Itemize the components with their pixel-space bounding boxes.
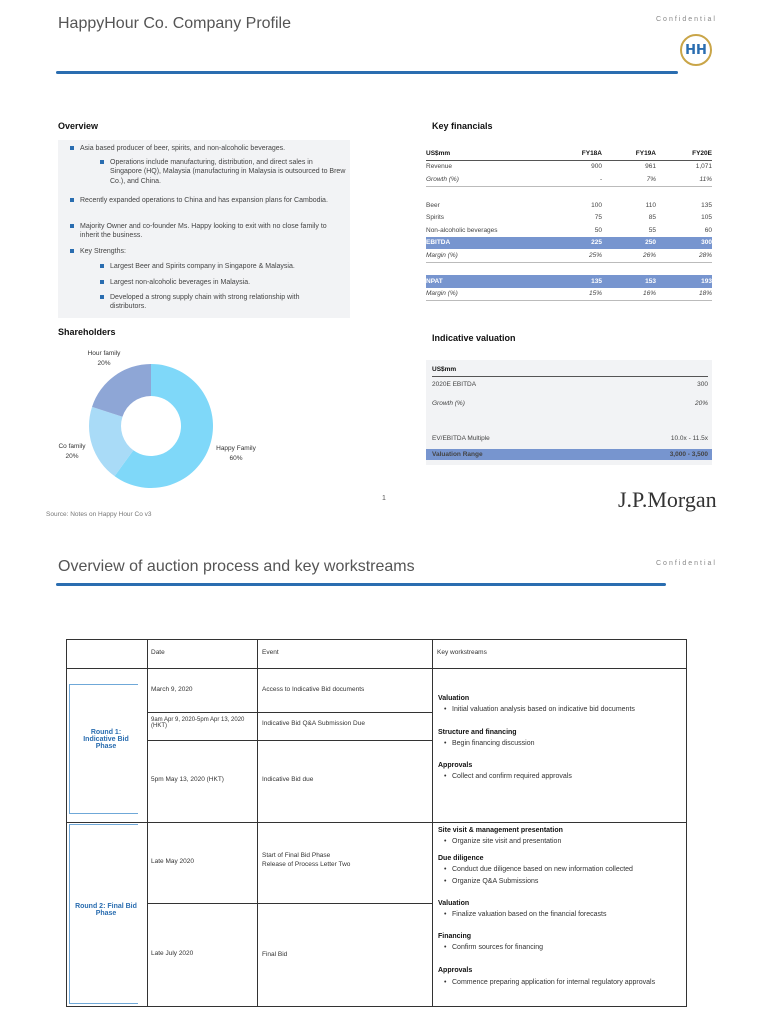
- ws-item: • Commence preparing application for internal regulatory approvals: [452, 978, 662, 988]
- ws-item: • Organize Q&A Submissions: [452, 878, 538, 885]
- ws-item: • Finalize valuation based on the financial forecasts: [452, 911, 606, 918]
- jpmorgan-logo: J.P.Morgan: [618, 487, 717, 512]
- title-rule: [56, 583, 666, 586]
- round1-date-3: 5pm May 13, 2020 (HKT): [151, 776, 224, 783]
- overview-box: [58, 140, 350, 318]
- header-workstreams: Key workstreams: [437, 649, 487, 656]
- source-note: Source: Notes on Happy Hour Co v3: [46, 511, 152, 518]
- overview-bullet: Recently expanded operations to China and has expansion plans for Cambodia.: [80, 196, 340, 205]
- ws-heading: Due diligence: [438, 855, 484, 862]
- round1-event-2: Indicative Bid Q&A Submission Due: [262, 720, 365, 727]
- round2-date-1: Late May 2020: [151, 858, 195, 865]
- round1-event-3: Indicative Bid due: [262, 776, 314, 783]
- valuation-multiple-row: EV/EBITDA Multiple 10.0x - 11.5x: [432, 435, 708, 442]
- ws-item: • Begin financing discussion: [452, 740, 535, 747]
- page-number: 1: [382, 495, 386, 502]
- overview-bullet: Largest non-alcoholic beverages in Malaysia.: [110, 278, 346, 287]
- header-date: Date: [151, 649, 165, 656]
- ws-heading: Structure and financing: [438, 729, 517, 736]
- ws-item: • Initial valuation analysis based on indicative bid documents: [452, 706, 635, 713]
- title-rule: [56, 71, 678, 74]
- valuation-unit: US$mm: [432, 366, 708, 377]
- slide2-title: Overview of auction process and key workstreams: [58, 558, 415, 575]
- round2-event-1b: Release of Process Letter Two: [262, 861, 351, 868]
- table-row: Margin (%) 15% 16% 18%: [426, 288, 712, 301]
- header-event: Event: [262, 649, 279, 656]
- financials-table: [426, 147, 712, 301]
- overview-bullet: Operations include manufacturing, distribution, and direct sales in Singapore (HQ), Malaysia (manufacturing in Malaysia is outsourced to Brew Co.), and China.: [110, 158, 346, 186]
- co-family-label: Co family 20%: [58, 443, 86, 460]
- ws-heading: Valuation: [438, 695, 470, 702]
- ws-heading: Approvals: [438, 762, 473, 769]
- hour-family-label: Hour family 20%: [87, 350, 121, 367]
- shareholders-heading: Shareholders: [58, 327, 116, 337]
- round2-event-2: Final Bid: [262, 951, 288, 958]
- round1-label: Round 1: Indicative Bid Phase: [83, 729, 129, 750]
- overview-bullet: Asia based producer of beer, spirits, and non-alcoholic beverages.: [80, 144, 340, 153]
- happy-family-label: Happy Family 60%: [216, 445, 256, 462]
- financials-header-row: US$mm FY18A FY19A FY20E: [426, 147, 712, 160]
- pie-slice-hour-family: [92, 364, 151, 417]
- table-row: Beer 100 110 135: [426, 201, 712, 209]
- round1-date-1: March 9, 2020: [151, 686, 193, 693]
- ws-item: • Conduct due diligence based on new information collected: [452, 866, 633, 873]
- table-row: Non-alcoholic beverages 50 55 60: [426, 226, 712, 234]
- auction-process-table: [66, 639, 687, 1007]
- shareholders-donut-chart: [80, 355, 230, 500]
- confidential-label: Confidential: [656, 16, 717, 23]
- table-row: Revenue 900 961 1,071: [426, 163, 712, 171]
- overview-bullet: Key Strengths:: [80, 247, 340, 256]
- valuation-heading: Indicative valuation: [432, 333, 516, 343]
- overview-bullet: Majority Owner and co-founder Ms. Happy looking to exit with no close family to inherit the business.: [80, 222, 340, 241]
- table-row-highlight: NPAT 135 153 193: [426, 275, 712, 288]
- ws-heading: Valuation: [438, 900, 470, 907]
- table-row: [426, 262, 712, 275]
- key-financials-heading: Key financials: [432, 121, 493, 131]
- valuation-box: [426, 360, 712, 465]
- valuation-growth-row: Growth (%) 20%: [432, 400, 708, 407]
- round1-event-1: Access to Indicative Bid documents: [262, 686, 365, 693]
- slide1-title: HappyHour Co. Company Profile: [58, 15, 291, 32]
- company-logo: HH: [680, 34, 712, 66]
- valuation-range-row: Valuation Range 3,000 - 3,500: [426, 449, 712, 460]
- table-row-highlight: EBITDA 225 250 300: [426, 237, 712, 250]
- round1-date-2: 9am Apr 9, 2020-5pm Apr 13, 2020 (HKT): [151, 717, 245, 729]
- ws-item: • Organize site visit and presentation: [452, 838, 561, 845]
- table-row: [426, 186, 712, 199]
- ws-item: • Collect and confirm required approvals: [452, 773, 572, 780]
- overview-bullet: Largest Beer and Spirits company in Singapore & Malaysia.: [110, 262, 346, 271]
- round2-event-1: Start of Final Bid Phase: [262, 852, 331, 859]
- table-row: Spirits 75 85 105: [426, 214, 712, 222]
- ws-heading: Approvals: [438, 967, 473, 974]
- overview-bullet: Developed a strong supply chain with strong relationship with distributors.: [110, 293, 330, 312]
- ws-heading: Site visit & management presentation: [438, 827, 563, 834]
- ws-heading: Financing: [438, 933, 472, 940]
- round2-label: Round 2: Final Bid Phase: [75, 903, 137, 917]
- confidential-label: Confidential: [656, 560, 717, 567]
- valuation-ebitda-row: 2020E EBITDA 300: [432, 381, 708, 388]
- overview-heading: Overview: [58, 121, 99, 131]
- ws-item: • Confirm sources for financing: [452, 944, 543, 951]
- round2-date-2: Late July 2020: [151, 950, 194, 957]
- table-row: Growth (%) - 7% 11%: [426, 173, 712, 186]
- table-row: Margin (%) 25% 26% 28%: [426, 249, 712, 262]
